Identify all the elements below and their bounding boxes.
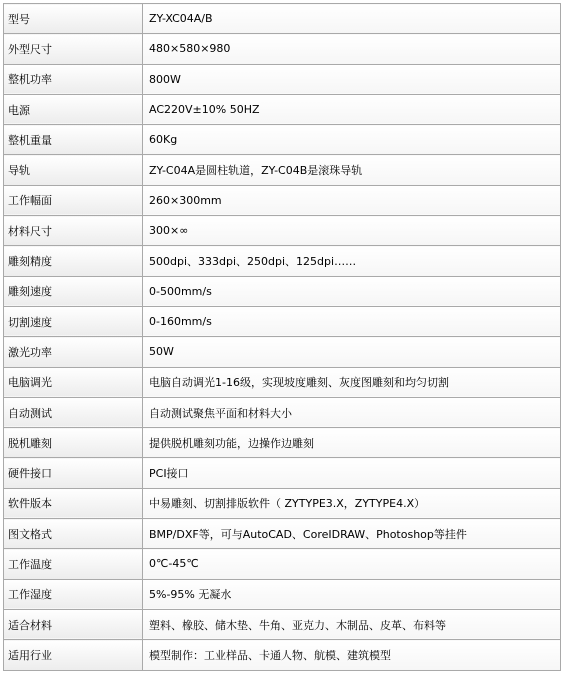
row-label: 激光功率	[4, 337, 143, 367]
table-row	[4, 276, 561, 306]
row-label: 工作温度	[4, 549, 143, 579]
row-value: 自动测试聚焦平面和材料大小	[143, 397, 561, 427]
row-label: 导轨	[4, 155, 143, 185]
row-value: 480×580×980	[143, 34, 561, 64]
row-value: 500dpi、333dpi、250dpi、125dpi……	[143, 246, 561, 276]
table-row	[4, 306, 561, 336]
table-row	[4, 337, 561, 367]
spec-table-body	[4, 4, 561, 671]
table-row	[4, 4, 561, 34]
spec-table	[3, 3, 561, 671]
row-value: 0-160mm/s	[143, 306, 561, 336]
row-value: 260×300mm	[143, 185, 561, 215]
table-row	[4, 640, 561, 670]
table-row	[4, 155, 561, 185]
row-value: ZY-XC04A/B	[143, 4, 561, 34]
row-value: AC220V±10% 50HZ	[143, 94, 561, 124]
table-row	[4, 428, 561, 458]
row-value: 800W	[143, 64, 561, 94]
row-label: 脱机雕刻	[4, 428, 143, 458]
row-value: BMP/DXF等，可与AutoCAD、CoreIDRAW、Photoshop等挂件	[143, 519, 561, 549]
row-value: 60Kg	[143, 125, 561, 155]
table-row	[4, 579, 561, 609]
row-label: 硬件接口	[4, 458, 143, 488]
table-row	[4, 397, 561, 427]
table-row	[4, 458, 561, 488]
row-label: 切割速度	[4, 306, 143, 336]
row-value: 0℃-45℃	[143, 549, 561, 579]
table-row	[4, 367, 561, 397]
row-label: 雕刻速度	[4, 276, 143, 306]
row-label: 适用行业	[4, 640, 143, 670]
row-label: 整机功率	[4, 64, 143, 94]
row-value: 中易雕刻、切割排版软件（ ZYTYPE3.X，ZYTYPE4.X）	[143, 488, 561, 518]
row-value: 0-500mm/s	[143, 276, 561, 306]
row-label: 整机重量	[4, 125, 143, 155]
table-row	[4, 549, 561, 579]
row-label: 适合材料	[4, 609, 143, 639]
table-row	[4, 519, 561, 549]
table-row	[4, 64, 561, 94]
row-label: 材料尺寸	[4, 216, 143, 246]
row-label: 图文格式	[4, 519, 143, 549]
row-value: 提供脱机雕刻功能，边操作边雕刻	[143, 428, 561, 458]
row-label: 电源	[4, 94, 143, 124]
table-row	[4, 34, 561, 64]
row-label: 自动测试	[4, 397, 143, 427]
row-label: 软件版本	[4, 488, 143, 518]
row-value: 塑料、橡胶、储木垫、牛角、亚克力、木制品、皮革、布料等	[143, 609, 561, 639]
row-value: 300×∞	[143, 216, 561, 246]
row-value: 50W	[143, 337, 561, 367]
row-label: 工作幅面	[4, 185, 143, 215]
table-row	[4, 125, 561, 155]
table-row	[4, 246, 561, 276]
row-value: 模型制作：工业样品、卡通人物、航模、建筑模型	[143, 640, 561, 670]
table-row	[4, 216, 561, 246]
table-row	[4, 488, 561, 518]
table-row	[4, 185, 561, 215]
row-label: 电脑调光	[4, 367, 143, 397]
row-value: 电脑自动调光1-16级，实现坡度雕刻、灰度图雕刻和均匀切割	[143, 367, 561, 397]
table-row	[4, 609, 561, 639]
row-label: 外型尺寸	[4, 34, 143, 64]
row-value: ZY-C04A是圆柱轨道，ZY-C04B是滚珠导轨	[143, 155, 561, 185]
row-label: 型号	[4, 4, 143, 34]
table-row	[4, 94, 561, 124]
row-label: 工作湿度	[4, 579, 143, 609]
row-label: 雕刻精度	[4, 246, 143, 276]
row-value: 5%-95% 无凝水	[143, 579, 561, 609]
row-value: PCI接口	[143, 458, 561, 488]
